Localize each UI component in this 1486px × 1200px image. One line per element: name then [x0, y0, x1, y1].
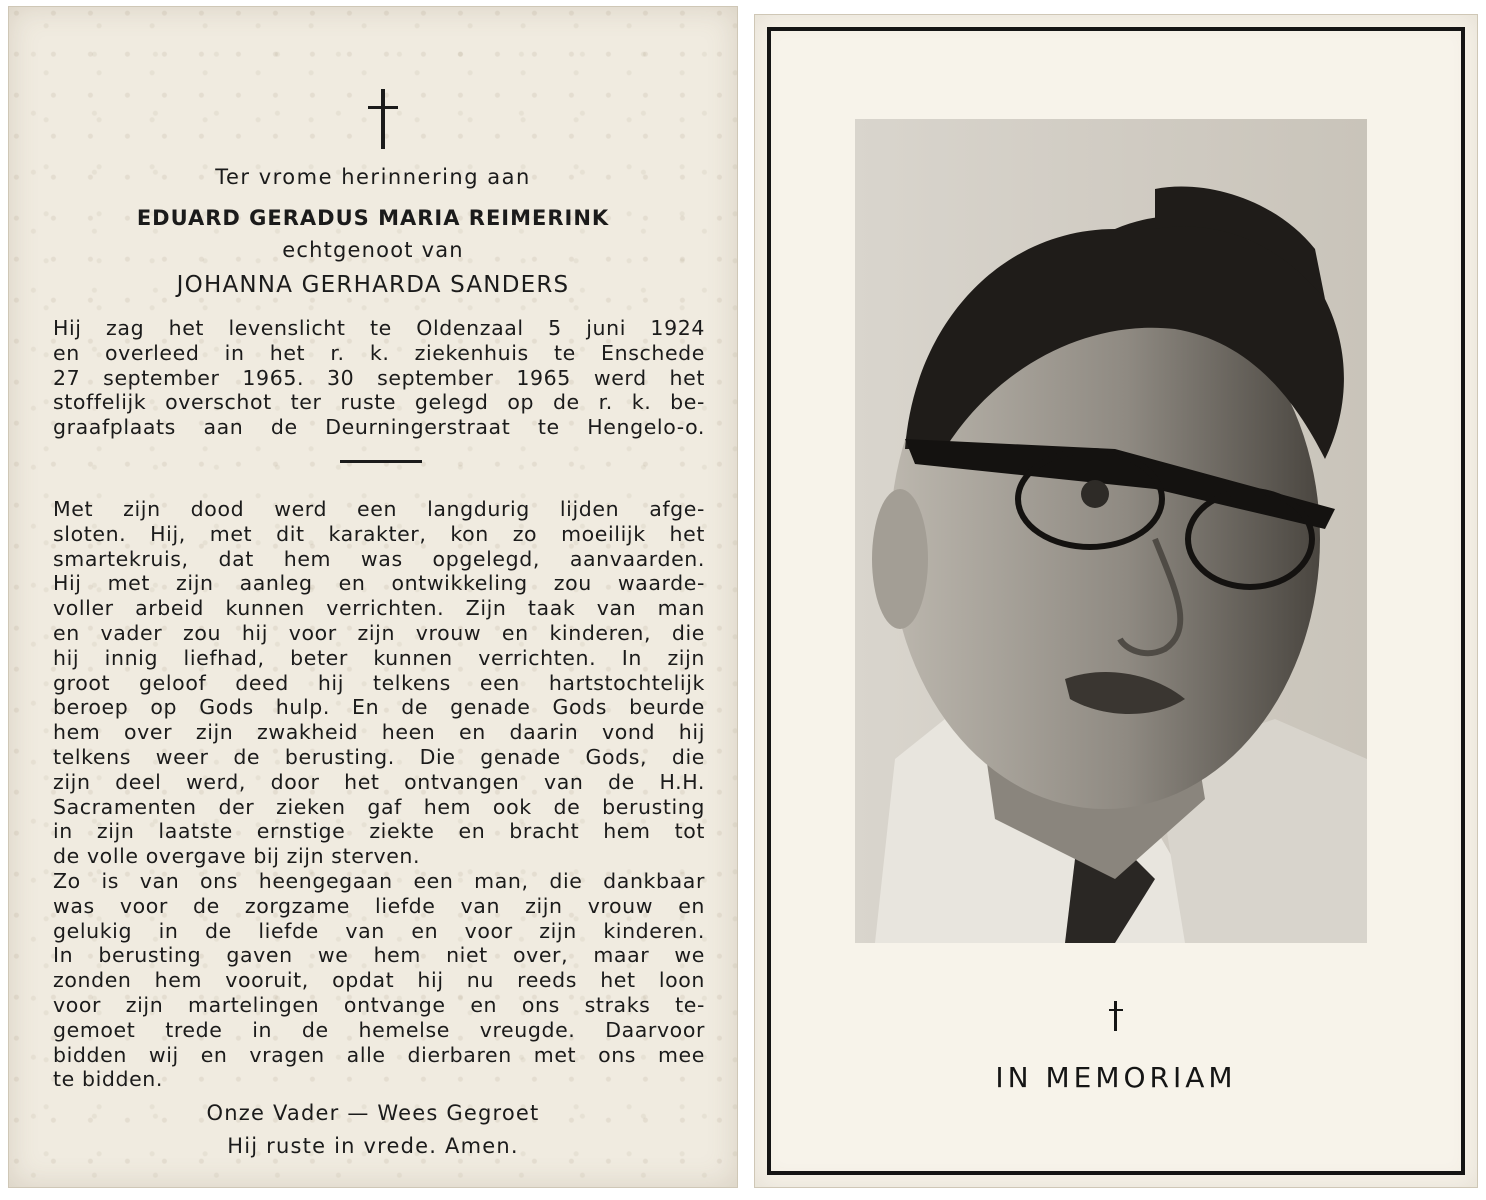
deceased-name: EDUARD GERADUS MARIA REIMERINK — [136, 206, 610, 230]
tribute-line: te bidden. — [53, 1067, 164, 1092]
spouse-label: echtgenoot van — [282, 238, 464, 262]
bio-line: en overleed in het r. k. ziekenhuis te Enschede — [53, 340, 705, 365]
tribute-line: gemoet trede in de hemelse vreugde. Daarvoor — [53, 1017, 705, 1042]
tribute-line: bidden wij en vragen alle dierbaren met ons mee — [53, 1042, 705, 1067]
tribute-line: voller arbeid kunnen verrichten. Zijn taak van man — [53, 596, 705, 621]
tribute-line: de volle overgave bij zijn sterven. — [53, 844, 421, 869]
portrait-photo — [855, 119, 1367, 943]
memorial-card-text-side — [8, 6, 738, 1188]
bio-line: stoffelijk overschot ter ruste gelegd op de r. k. be- — [53, 390, 705, 415]
tribute-line: sloten. Hij, met dit karakter, kon zo moeilijk het — [53, 521, 705, 546]
tribute-line: en vader zou hij voor zijn vrouw en kinderen, die — [53, 620, 705, 645]
tribute-line: gelukig in de liefde van en voor zijn kinderen. — [53, 918, 705, 943]
divider-rule — [340, 460, 422, 463]
tribute-line: telkens weer de berusting. Die genade Gods, die — [53, 744, 705, 769]
cross-icon — [368, 89, 398, 149]
tribute-line: hem over zijn zwakheid heen en daarin vond hij — [53, 720, 705, 745]
tribute-line: beroep op Gods hulp. En de genade Gods beurde — [53, 695, 705, 720]
tribute-line: Zo is van ons heengegaan een man, die dankbaar — [53, 868, 705, 893]
biography-paragraph — [53, 316, 705, 440]
prayers-line: Onze Vader — Wees Gegroet — [206, 1101, 540, 1125]
tribute-line: hij innig liefhad, beter kunnen verrichten. In zijn — [53, 645, 705, 670]
tribute-line: smartekruis, dat hem was opgelegd, aanvaarden. — [53, 546, 705, 571]
tribute-line: groot geloof deed hij telkens een hartstochtelijk — [53, 670, 705, 695]
tribute-line: Met zijn dood werd een langdurig lijden afge- — [53, 497, 705, 521]
tribute-line: was voor de zorgzame liefde van zijn vrouw en — [53, 893, 705, 918]
intro-line: Ter vrome herinnering aan — [215, 165, 531, 189]
spouse-name: JOHANNA GERHARDA SANDERS — [176, 272, 570, 298]
tribute-line: Hij met zijn aanleg en ontwikkeling zou waarde- — [53, 571, 705, 596]
tribute-line: Sacramenten der zieken gaf hem ook de berusting — [53, 794, 705, 819]
tribute-line: zonden hem vooruit, opdat hij nu reeds het loon — [53, 968, 705, 993]
tribute-line: zijn deel werd, door het ontvangen van de H.H. — [53, 769, 705, 794]
bio-line: graafplaats aan de Deurningerstraat te Hengelo-o. — [53, 415, 705, 440]
tribute-paragraph — [53, 497, 705, 1092]
memorial-card-photo-side — [754, 14, 1478, 1188]
closing-line: Hij ruste in vrede. Amen. — [227, 1134, 519, 1158]
tribute-line: in zijn laatste ernstige ziekte en bracht hem tot — [53, 819, 705, 844]
bio-line: 27 september 1965. 30 september 1965 werd het — [53, 365, 705, 390]
in-memoriam-caption: IN MEMORIAM — [995, 1061, 1237, 1094]
small-cross-icon — [1107, 1001, 1125, 1031]
tribute-line: voor zijn martelingen ontvange en ons straks te- — [53, 992, 705, 1017]
bio-line: Hij zag het levenslicht te Oldenzaal 5 juni 1924 — [53, 316, 705, 340]
tribute-line: In berusting gaven we hem niet over, maar we — [53, 943, 705, 968]
